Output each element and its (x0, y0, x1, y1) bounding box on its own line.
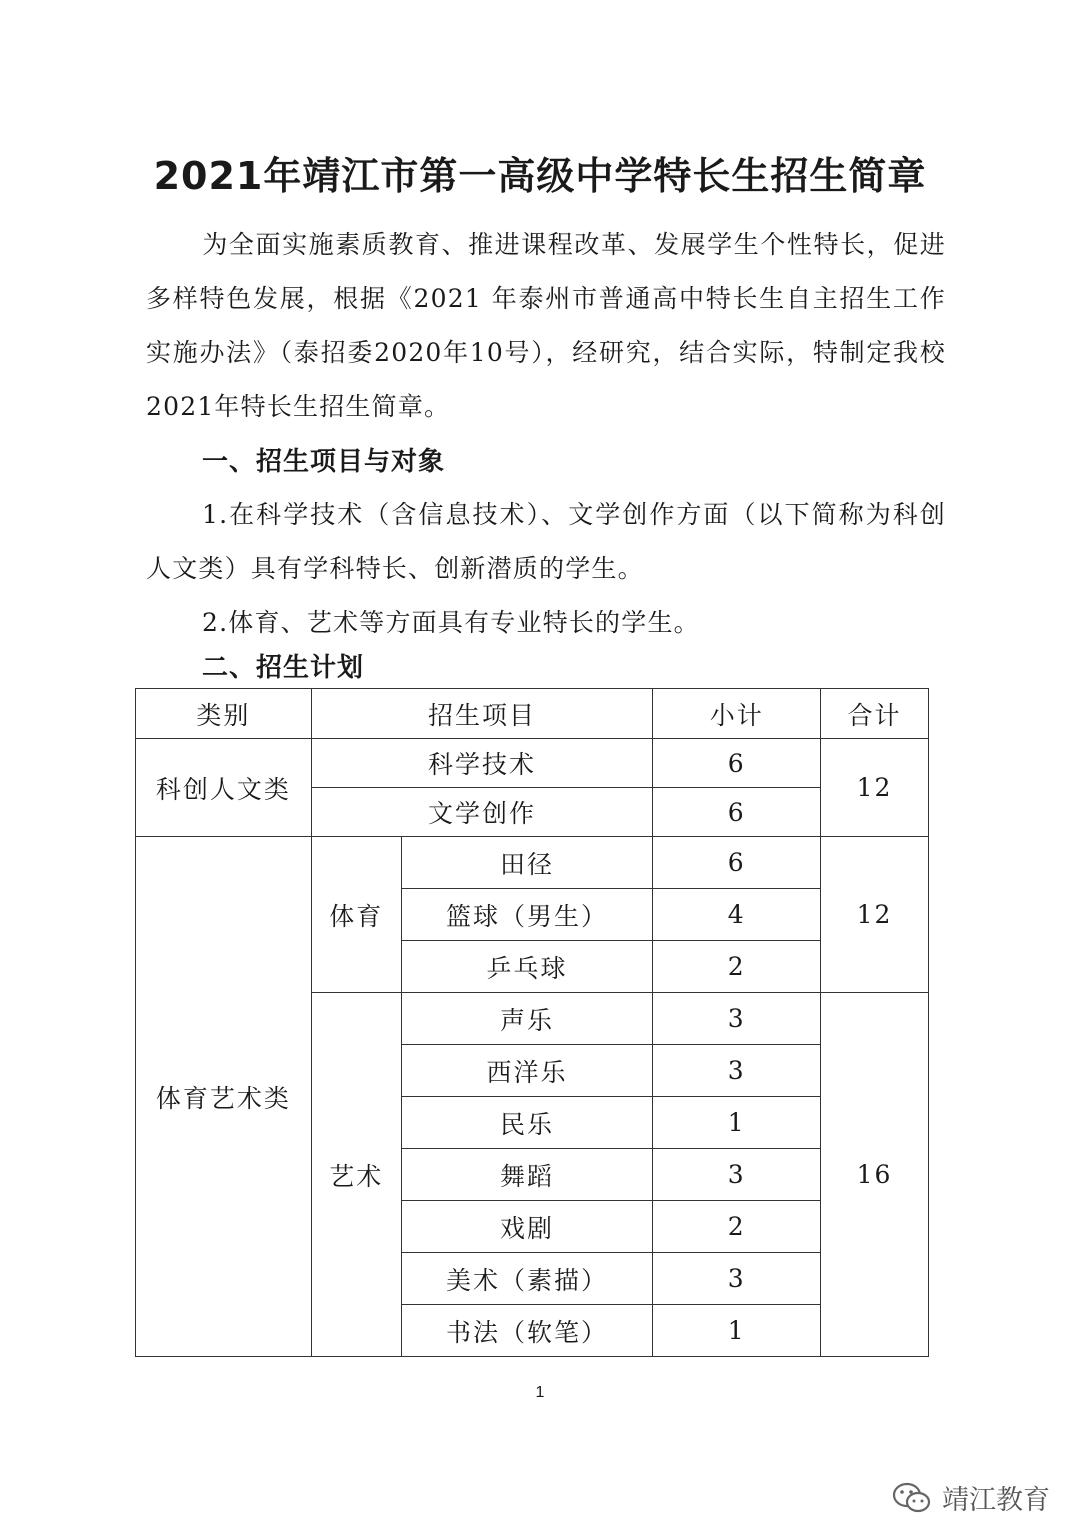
subtotal-cell: 6 (653, 739, 821, 788)
subtotal-cell: 3 (653, 1045, 821, 1097)
item-2-text: 2.体育、艺术等方面具有专业特长的学生。 (202, 608, 700, 637)
intro-paragraph (146, 218, 946, 434)
subtotal-cell: 3 (653, 1253, 821, 1305)
subtotal-cell: 1 (653, 1305, 821, 1357)
total-cell: 16 (821, 993, 929, 1357)
project-cell: 声乐 (401, 993, 653, 1045)
project-cell: 篮球（男生） (401, 889, 653, 941)
project-cell: 舞蹈 (401, 1149, 653, 1201)
header-project: 招生项目 (311, 689, 653, 739)
intro-text: 为全面实施素质教育、推进课程改革、发展学生个性特长，促进多样特色发展，根据《2021 年泰州市普通高中特长生自主招生工作实施办法》（泰招委2020年10号），经研究，结合实际，特制定我校2021年特长生招生简章。 (146, 230, 946, 421)
section-heading-2: 二、招生计划 (202, 653, 365, 683)
project-cell: 田径 (401, 837, 653, 889)
project-cell: 戏剧 (401, 1201, 653, 1253)
subtotal-cell: 2 (653, 941, 821, 993)
subtotal-cell: 1 (653, 1097, 821, 1149)
item-2-paragraph (146, 596, 946, 650)
project-cell: 民乐 (401, 1097, 653, 1149)
project-cell: 书法（软笔） (401, 1305, 653, 1357)
header-subtotal: 小计 (653, 689, 821, 739)
project-cell: 文学创作 (311, 788, 653, 837)
subtotal-cell: 3 (653, 993, 821, 1045)
document-title: 2021年靖江市第一高级中学特长生招生简章 (153, 154, 927, 198)
table-row (136, 837, 929, 889)
subtotal-cell: 3 (653, 1149, 821, 1201)
table-header-row (136, 689, 929, 739)
project-cell: 乒乓球 (401, 941, 653, 993)
header-total: 合计 (821, 689, 929, 739)
subtotal-cell: 6 (653, 837, 821, 889)
subtotal-cell: 4 (653, 889, 821, 941)
category-cell: 科创人文类 (136, 739, 312, 837)
wechat-icon (892, 1481, 932, 1515)
watermark-text: 靖江教育 (942, 1485, 1050, 1516)
total-cell: 12 (821, 739, 929, 837)
item-1-text: 1.在科学技术（含信息技术）、文学创作方面（以下简称为科创人文类）具有学科特长、创新潜质的学生。 (146, 500, 946, 583)
section-heading-1: 一、招生项目与对象 (202, 447, 446, 477)
enrollment-plan-table (135, 688, 929, 1357)
watermark (892, 1478, 1050, 1517)
project-cell: 美术（素描） (401, 1253, 653, 1305)
total-cell: 12 (821, 837, 929, 993)
subtotal-cell: 6 (653, 788, 821, 837)
subcategory-cell: 体育 (311, 837, 401, 993)
item-1-paragraph (146, 488, 946, 596)
project-cell: 西洋乐 (401, 1045, 653, 1097)
page-number: 1 (535, 1384, 545, 1401)
subtotal-cell: 2 (653, 1201, 821, 1253)
project-cell: 科学技术 (311, 739, 653, 788)
category-cell: 体育艺术类 (136, 837, 312, 1357)
table-row (136, 739, 929, 788)
subcategory-cell: 艺术 (311, 993, 401, 1357)
header-category: 类别 (136, 689, 312, 739)
